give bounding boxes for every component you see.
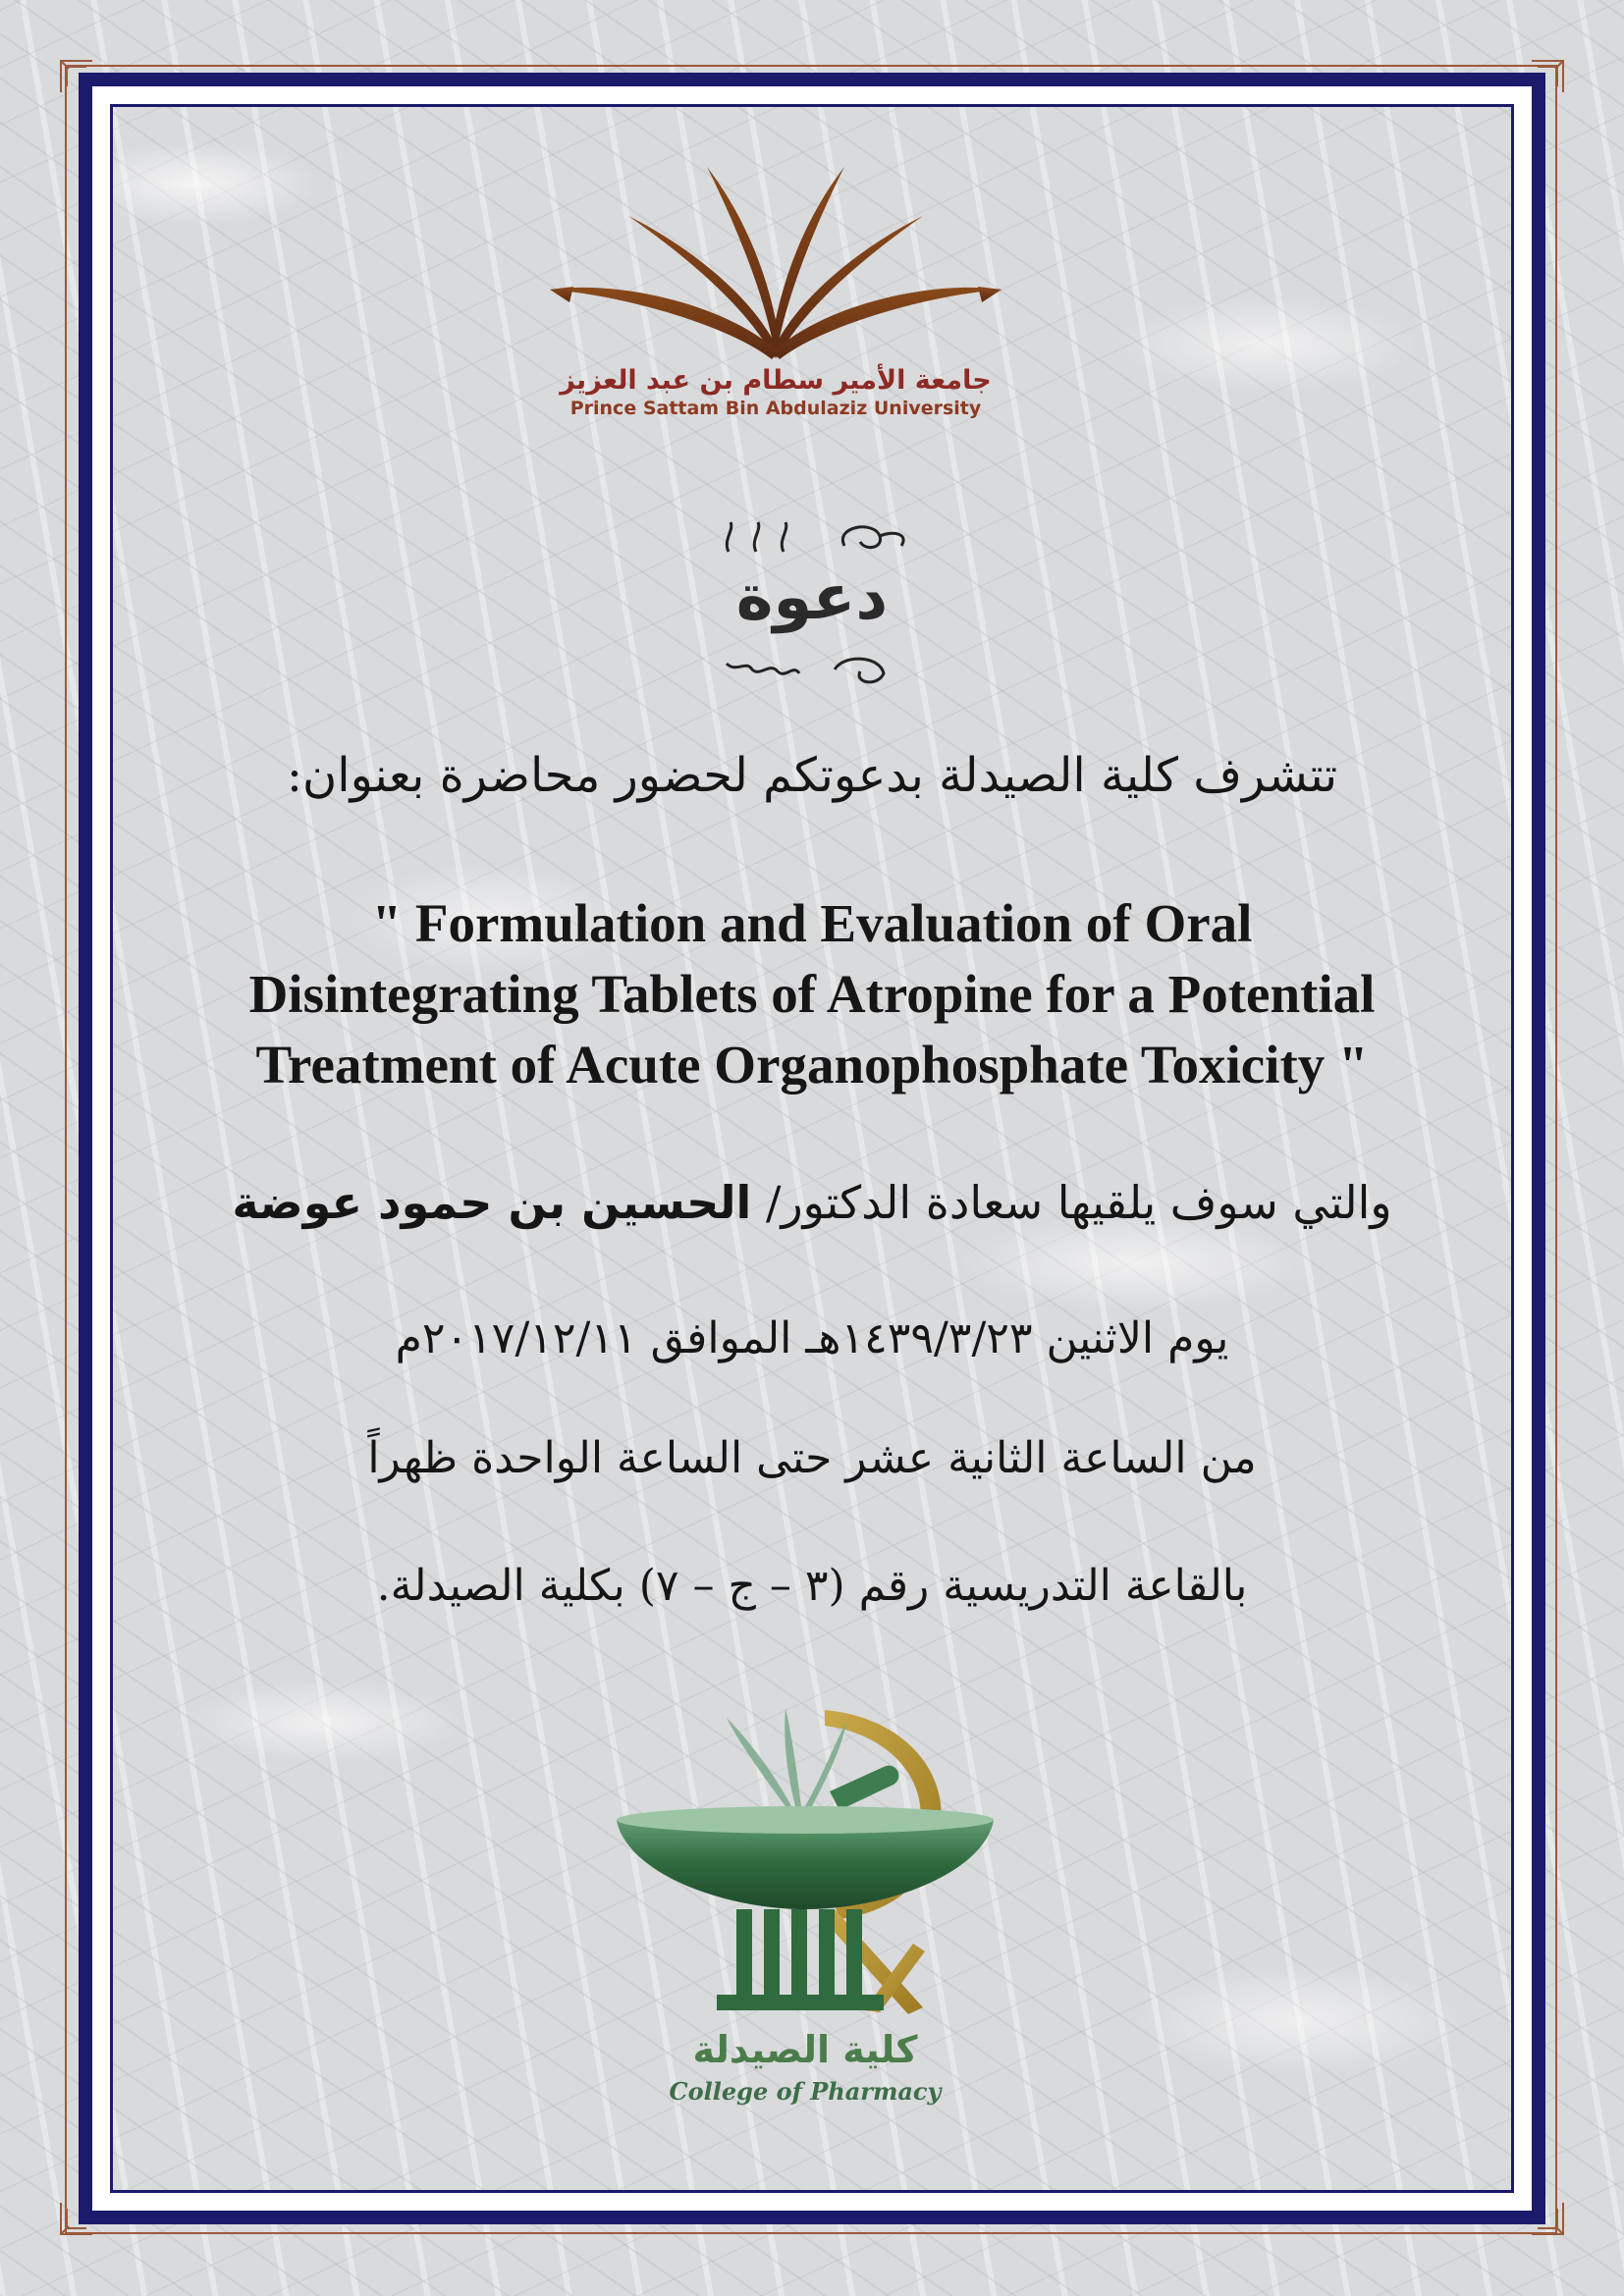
invitation-heading <box>687 516 937 693</box>
corner-ornament-top-left <box>57 57 96 96</box>
invitation-heading-text: دعوة <box>735 561 889 634</box>
lecture-location: بالقاعة التدريسية رقم (٣ – ج – ٧) بكلية الصيدلة. <box>376 1561 1248 1611</box>
corner-ornament-bottom-right <box>1528 2199 1567 2238</box>
college-name-english: College of Pharmacy <box>669 2077 942 2106</box>
corner-ornament-top-right <box>1528 57 1567 96</box>
speaker-name: الحسين بن حمود عوضة <box>232 1176 752 1229</box>
university-logo <box>530 157 1021 442</box>
college-name-arabic: كلية الصيدلة <box>692 2028 918 2071</box>
university-book-rays-icon <box>530 157 1021 363</box>
lecture-time: من الساعة الثانية عشر حتى الساعة الواحدة ظهراً <box>367 1433 1257 1483</box>
lecture-title-line-1: " Formulation and Evaluation of Oral <box>371 893 1253 953</box>
lecture-title-line-2: Disintegrating Tablets of Atropine for a Potential <box>248 964 1376 1024</box>
invitation-intro: تتشرف كلية الصيدلة بدعوتكم لحضور محاضرة بعنوان: <box>286 748 1338 803</box>
speaker-prefix: والتي سوف يلقيها سعادة الدكتور/ <box>765 1176 1392 1229</box>
lecture-title <box>147 888 1477 1100</box>
corner-ornament-bottom-left <box>57 2199 96 2238</box>
lecture-date: يوم الاثنين ١٤٣٩/٣/٢٣هـ الموافق ٢٠١٧/١٢/١١م <box>395 1313 1229 1363</box>
speaker-line <box>147 1176 1477 1229</box>
university-name-arabic: جامعة الأمير سطام بن عبد العزيز <box>560 365 992 396</box>
mortar-pestle-rx-icon <box>589 1698 1021 2022</box>
university-name-english: Prince Sattam Bin Abdulaziz University <box>569 398 982 419</box>
lecture-title-line-3: Treatment of Acute Organophosphate Toxicity " <box>255 1035 1369 1095</box>
